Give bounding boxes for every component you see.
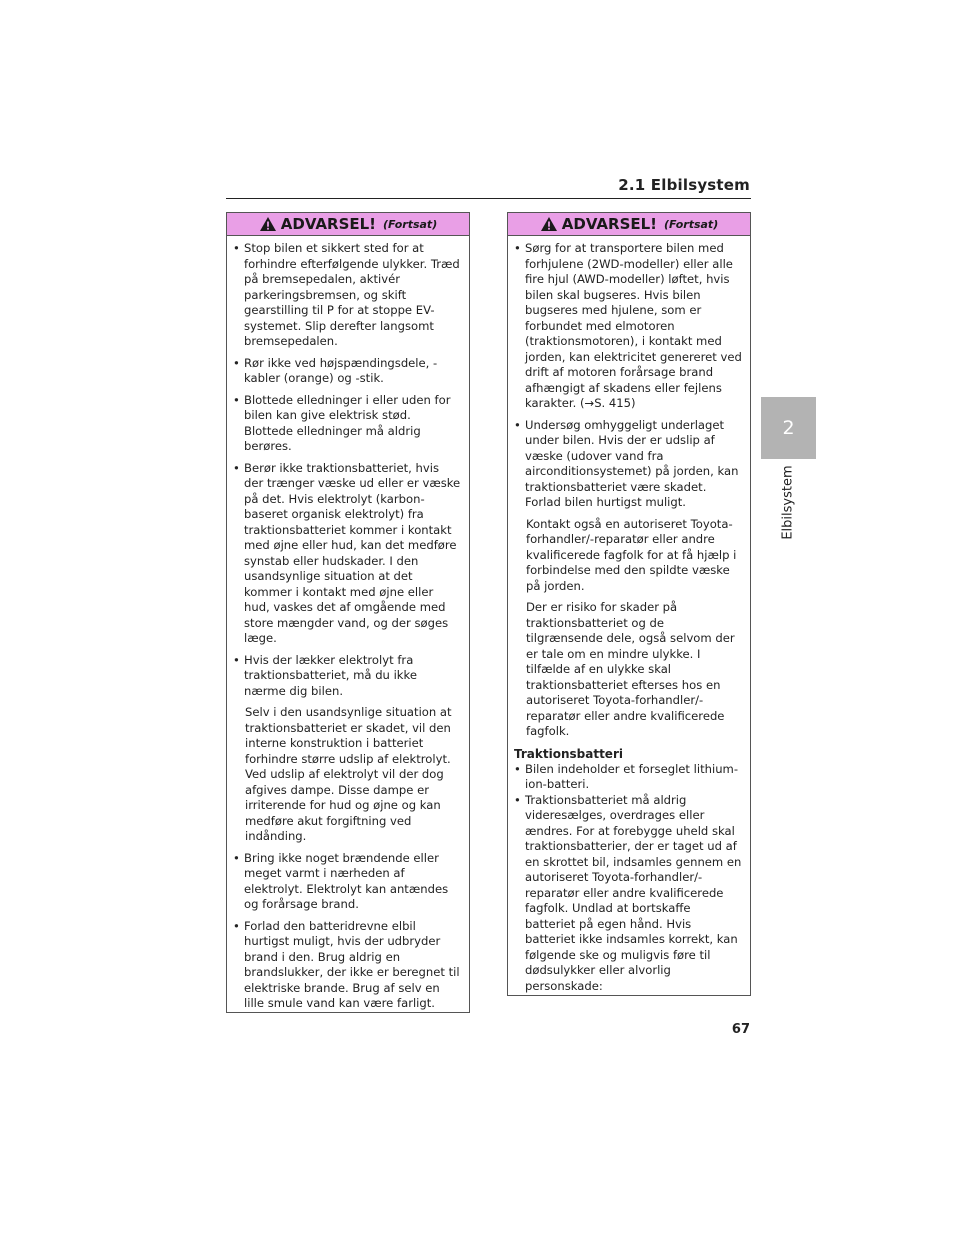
item-text: Traktionsbatteriet må aldrig videresælges, overdrages eller ændres. For at forebygge uheld skal traktionsbatterier, der er taget ud af en skrottet bil, indsamles gennem en autoriseret Toyota-forhandler/-reparatør eller andre kvalificerede fagfolk. Undlad at bortskaffe batteriet på egen hånd. Hvis batteriet ikke indsamles korrekt, kan følgende ske og muligvis føre til dødsulykker eller alvorlig personskade: — [525, 792, 742, 993]
header-rule — [226, 198, 751, 199]
bullet: • — [233, 392, 240, 407]
bullet: • — [514, 417, 521, 432]
warning-header — [508, 213, 750, 236]
chapter-label: Elbilsystem — [781, 464, 796, 540]
paragraph: Kontakt også en autoriseret Toyota-forhandler/-reparatør eller andre kvalificerede fagfolk for at få hjælp i forbindelse med den spildte væske på jorden. — [526, 516, 737, 593]
warning-triangle-icon — [540, 216, 558, 232]
paragraph: Der er risiko for skader på traktionsbatteriet og de tilgrænsende dele, også selvom der er tale om en mindre ulykke. I tilfælde af en ulykke skal traktionsbatteriet efterses hos en autoriseret Toyota-forhandler/-reparatør eller andre kvalificerede fagfolk. — [526, 600, 735, 738]
section-title: 2.1 Elbilsystem — [618, 176, 750, 194]
bullet: • — [233, 460, 240, 475]
item-text: Rør ikke ved højspændingsdele, -kabler (orange) og -stik. — [244, 355, 438, 385]
warning-triangle-icon — [259, 216, 277, 232]
list-item — [233, 241, 461, 350]
bullet: • — [233, 918, 240, 933]
bullet: • — [514, 792, 521, 807]
list-item — [514, 793, 742, 995]
item-text: Bring ikke noget brændende eller meget varmt i nærheden af elektrolyt. Elektrolyt kan antændes og forårsage brand. — [244, 850, 449, 911]
list-item — [233, 461, 461, 647]
bullet: • — [233, 241, 240, 255]
list-item — [514, 762, 742, 793]
item-text: Stop bilen et sikkert sted for at forhindre efterfølgende ulykker. Træd på bremsepedalen, aktivér parkeringsbremsen, og skift gearstilling til P for at stoppe EV-systemet. Slip derefter langsomt bremsepedalen. — [244, 241, 460, 348]
warning-title: ADVARSEL! — [280, 215, 377, 233]
warning-body — [227, 236, 469, 1012]
bullet: • — [514, 241, 521, 255]
bullet: • — [233, 355, 240, 370]
bullet: • — [233, 652, 240, 667]
item-text: Undersøg omhyggeligt underlaget under bilen. Hvis der er udslip af væske (udover vand fra airconditionsystemet) på jorden, kan traktionsbatteriet være skadet. Forlad bilen hurtigst muligt. — [525, 417, 739, 509]
warning-subtitle: (Fortsat) — [664, 217, 719, 231]
item-text: Bilen indeholder et forseglet lithium-ion-batteri. — [525, 761, 739, 791]
item-text: Sørg for at transportere bilen med forhjulene (2WD-modeller) eller alle fire hjul (AWD-modeller) løftet, hvis bilen skal bugseres. Hvis bilen bugseres med hjulene, som er forbundet med elmotoren (traktionsmotoren), i kontakt med jorden, kan elektricitet genereret ved drift af motoren forårsage brand afhængigt af skadens eller fejlens karakter. (→S. 415) — [525, 241, 742, 410]
chapter-tab[interactable] — [761, 397, 816, 459]
continuation-paragraph: Selv i den usandsynlige situation at traktionsbatteriet er skadet, vil den interne konstruktion i batteriet forhindre større udslip af elektrolyt. Ved udslip af elektrolyt vil der dog afgives dampe. Disse dampe er irriterende for hud og øjne og kan medføre akut forgiftning ved indånding. — [245, 705, 452, 843]
item-text: Hvis der lækker elektrolyt fra traktionsbatteriet, må du ikke nærme dig bilen. — [244, 652, 417, 698]
chapter-number: 2 — [782, 417, 795, 439]
warning-header — [227, 213, 469, 236]
warning-box-right — [507, 212, 751, 996]
list-item — [233, 919, 461, 1012]
warning-subtitle: (Fortsat) — [383, 217, 438, 231]
item-text: Forlad den batteridrevne elbil hurtigst muligt, hvis der udbryder brand i den. Brug aldrig en brandslukker, der ikke er beregnet til elektriske brande. Brug af selv en lille smule vand kan være farligt. — [244, 918, 460, 1010]
warning-title: ADVARSEL! — [561, 215, 658, 233]
list-item — [514, 418, 742, 511]
bullet: • — [514, 761, 521, 776]
list-item — [233, 393, 461, 455]
list-item — [514, 241, 742, 412]
warning-body — [508, 236, 750, 994]
page-number: 67 — [731, 1022, 750, 1037]
list-item — [233, 653, 461, 700]
item-text: Blottede elledninger i eller uden for bilen kan give elektrisk stød. Blottede elledninger må aldrig berøres. — [244, 392, 451, 453]
list-item — [233, 851, 461, 913]
bullet: • — [233, 850, 240, 865]
chapter-side-label — [761, 462, 816, 542]
item-text: Berør ikke traktionsbatteriet, hvis der trænger væske ud eller er væske på det. Hvis elektrolyt (karbon-baseret organisk elektrolyt) fra traktionsbatteriet kommer i kontakt med øjne eller hud, kan det medføre synstab eller hudskader. I den usandsynlige situation at det kommer i kontakt med øjne eller hud, vaskes det af omgående med store mængder vand, og der søges læge. — [244, 460, 461, 645]
list-item — [233, 356, 461, 387]
subheading: Traktionsbatteri — [514, 746, 623, 761]
warning-box-left — [226, 212, 470, 1013]
